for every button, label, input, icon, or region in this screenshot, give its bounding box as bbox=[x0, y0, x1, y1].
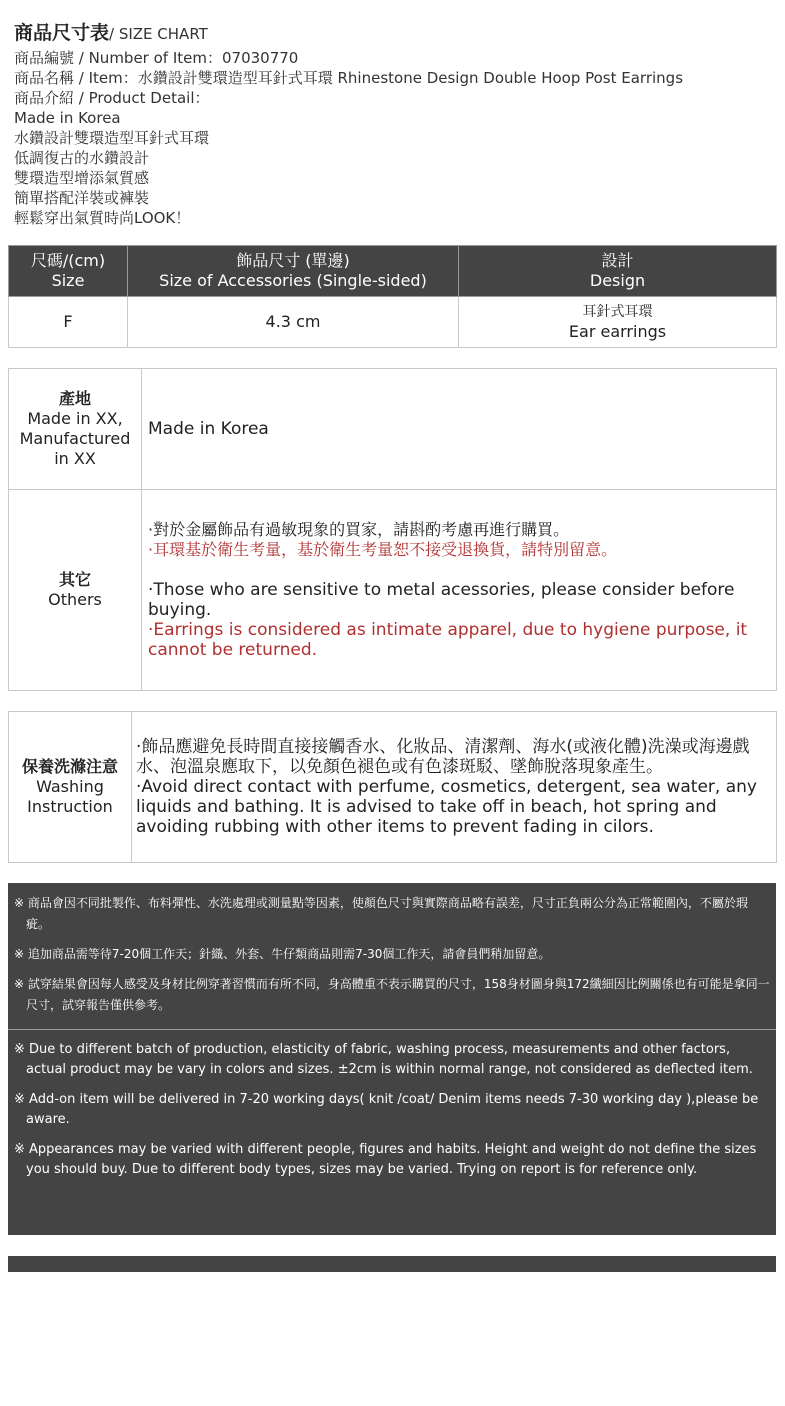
notice-en-item: ※ Due to different batch of production, elasticity of fabric, washing process, measurements and other factors, actual product may be vary in colors and sizes. ±2cm is within normal range, not considered as deflected item. bbox=[14, 1042, 753, 1077]
care-label-en: Instruction bbox=[27, 797, 113, 816]
care-note-en: ·Avoid direct contact with perfume, cosmetics, detergent, sea water, any liquids and bathing. It is advised to take off in beach, hot spring and avoiding rubbing with other items to prevent fading in cilors. bbox=[136, 777, 757, 837]
size-cell: F bbox=[9, 297, 128, 348]
design-cell bbox=[459, 297, 777, 348]
care-value bbox=[132, 712, 777, 863]
design-header-en: Design bbox=[589, 271, 646, 290]
care-table bbox=[8, 711, 777, 863]
notice-en-item: ※ Appearances may be varied with different people, figures and habits. Height and weight do not define the sizes you should buy. Due to different body types, sizes may be varied. Trying on report is for reference only. bbox=[14, 1142, 757, 1177]
detail-line: 簡單搭配洋裝或褲裝 bbox=[14, 189, 150, 207]
others-warning-en: ·Earrings is considered as intimate apparel, due to hygiene purpose, it cannot be returned. bbox=[148, 620, 748, 660]
others-warning-zh: ·耳環基於衛生考量，基於衛生考量恕不接受退換貨，請特別留意。 bbox=[148, 540, 618, 559]
detail-line: 雙環造型增添氣質感 bbox=[14, 169, 150, 187]
detail-line: 水鑽設計雙環造型耳針式耳環 bbox=[14, 129, 210, 147]
notice-en bbox=[14, 1040, 770, 1190]
detail-line: 低調復古的水鑽設計 bbox=[14, 149, 150, 167]
design-header bbox=[459, 246, 777, 297]
notice-zh-item: ※ 商品會因不同批製作、布料彈性、水洗處理或測量點等因素，使顏色尺寸與實際商品略有誤差，尺寸正負兩公分為正常範圍內，不屬於瑕疵。 bbox=[14, 896, 748, 931]
item-name: 商品名稱 / Item：水鑽設計雙環造型耳針式耳環 Rhinestone Design Double Hoop Post Earrings bbox=[14, 69, 684, 87]
origin-label-en: Manufactured bbox=[19, 429, 131, 448]
item-number: 商品編號 / Number of Item：07030770 bbox=[14, 49, 299, 67]
others-note-en: ·Those who are sensitive to metal acessories, please consider before buying. bbox=[148, 580, 735, 620]
others-note-zh: ·對於金屬飾品有過敏現象的買家，請斟酌考慮再進行購買。 bbox=[148, 520, 570, 539]
care-note-zh: ·飾品應避免長時間直接接觸香水、化妝品、清潔劑、海水(或液化體)洗澡或海邊戲水、泡溫泉應取下，以免顏色褪色或有色漆斑駁、墜飾脫落現象產生。 bbox=[136, 737, 750, 777]
detail-line: 輕鬆穿出氣質時尚LOOK！ bbox=[14, 209, 191, 227]
origin-label-zh: 產地 bbox=[58, 389, 91, 408]
title-main: 商品尺寸表 bbox=[14, 22, 110, 44]
size-header-en: Size bbox=[51, 271, 85, 290]
notice-en-item: ※ Add-on item will be delivered in 7-20 working days( knit /coat/ Denim items needs 7-30 working day ),please be aware. bbox=[14, 1092, 759, 1127]
accessory-size-header-en: Size of Accessories (Single-sided) bbox=[159, 271, 427, 290]
table-row bbox=[9, 297, 777, 348]
detail-line: Made in Korea bbox=[14, 109, 121, 127]
product-detail-label: 商品介紹 / Product Detail： bbox=[14, 89, 210, 107]
bottom-bar bbox=[8, 1256, 776, 1272]
care-label bbox=[9, 712, 132, 863]
notice-zh-item: ※ 試穿結果會因每人感受及身材比例穿著習慣而有所不同，身高體重不表示購買的尺寸，158身材圖身與172纖細因比例關係也有可能是拿同一尺寸，試穿報告僅供參考。 bbox=[14, 977, 770, 1012]
accessory-size-header bbox=[128, 246, 459, 297]
care-label-en: Washing bbox=[36, 777, 104, 796]
notice-divider bbox=[8, 1029, 776, 1030]
others-value bbox=[142, 490, 777, 691]
size-header-zh: 尺碼/(cm) bbox=[30, 251, 106, 270]
others-label-zh: 其它 bbox=[58, 570, 91, 589]
design-zh: 耳針式耳環 bbox=[582, 304, 653, 320]
origin-value: Made in Korea bbox=[142, 369, 777, 490]
accessory-size-header-zh: 飾品尺寸 (單邊) bbox=[236, 251, 350, 270]
origin-table bbox=[8, 368, 777, 691]
others-label-en: Others bbox=[48, 590, 102, 609]
page-header bbox=[14, 18, 774, 228]
origin-label bbox=[9, 369, 142, 490]
notice-panel bbox=[8, 883, 776, 1235]
others-row bbox=[9, 490, 777, 691]
others-label bbox=[9, 490, 142, 691]
accessory-size-cell: 4.3 cm bbox=[128, 297, 459, 348]
page-title bbox=[14, 18, 774, 48]
design-header-zh: 設計 bbox=[601, 251, 634, 270]
care-row bbox=[9, 712, 777, 863]
title-sub: / SIZE CHART bbox=[109, 25, 208, 43]
origin-label-en: in XX bbox=[54, 449, 96, 468]
care-label-zh: 保養洗滌注意 bbox=[21, 757, 118, 776]
design-en: Ear earrings bbox=[568, 322, 667, 341]
size-table-header-row bbox=[9, 246, 777, 297]
size-table bbox=[8, 245, 777, 348]
notice-zh bbox=[14, 893, 770, 1025]
origin-row bbox=[9, 369, 777, 490]
origin-label-en: Made in XX, bbox=[27, 409, 123, 428]
notice-zh-item: ※ 追加商品需等待7-20個工作天；針織、外套、牛仔類商品則需7-30個工作天，請會員們稍加留意。 bbox=[14, 947, 551, 961]
size-header bbox=[9, 246, 128, 297]
